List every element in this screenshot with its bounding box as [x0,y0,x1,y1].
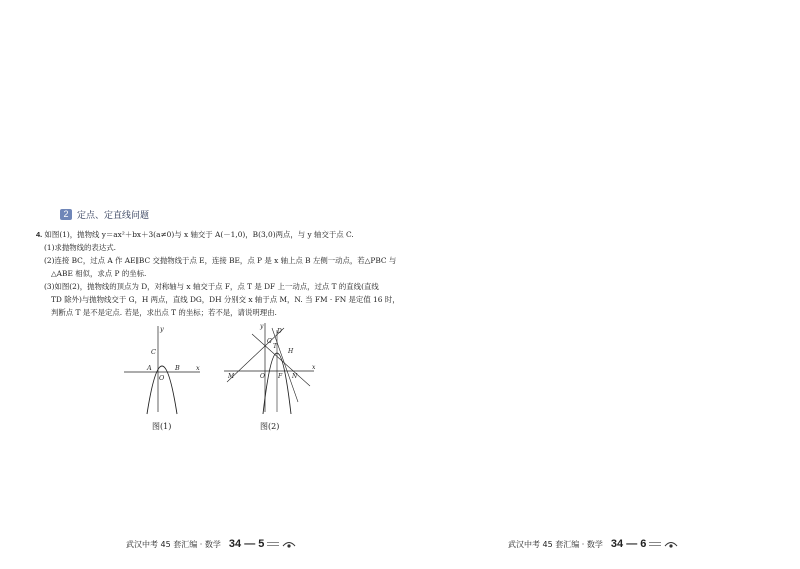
fig2-label-n: N [292,373,298,380]
fig2-label-g: G [267,338,272,345]
problem-part-3-line-3: 判断点 T 是不是定点. 若是，求出点 T 的坐标；若不是，请说明理由. [51,308,277,317]
fig1-label-x: x [196,364,200,372]
fig2-label-f: F [278,373,283,380]
footer-left [126,538,296,550]
problem-stem [36,228,371,241]
problem-stem-text: 如图(1)，抛物线 y＝ax²＋bx＋3(a≠0)与 x 轴交于 A(－1,0)，B(3,0)两点，与 y 轴交于点 C. [44,230,354,239]
figure-2-diagram [222,320,317,415]
fig2-label-m: M [228,373,235,380]
fig2-label-t: T [273,343,278,350]
figure-2-caption: 图(2) [260,422,280,431]
footer-left-small-print-mark [267,541,279,547]
footer-right [508,538,678,550]
footer-right-page-number: 34 — 6 [610,538,647,550]
problem-part-3-line-2: TD 除外)与抛物线交于 G，H 两点，直线 DG，DH 分别交 x 轴于点 M，N. 当 FM · FN 是定值 16 时， [51,295,400,304]
figure-1-caption: 图(1) [152,422,172,431]
footer-right-publisher-logo-icon [664,540,678,549]
fig1-label-a: A [147,364,152,372]
fig2-label-h: H [288,348,294,355]
problem-number: 4. [36,230,43,239]
section-title: 定点、定直线问题 [77,211,150,221]
problem-part-3-line-1: (3)如图(2)，抛物线的顶点为 D，对称轴与 x 轴交于点 F，点 T 是 DF 上一动点，过点 T 的直线(直线 [44,282,379,291]
problem-part-2-line-1: (2)连接 BC，过点 A 作 AE∥BC 交抛物线于点 E，连接 BE，点 P 是 x 轴上点 B 左侧一动点，若△PBC 与 [44,256,397,265]
fig2-label-y: y [260,323,264,330]
footer-left-book-title: 武汉中考 45 套汇编 · 数学 [126,539,221,549]
section-header [60,208,149,221]
fig2-label-x: x [312,364,316,371]
problem-part-1: (1)求抛物线的表达式. [44,243,116,252]
fig1-label-c: C [151,348,156,356]
fig2-label-d: D [277,328,282,335]
footer-left-page-number: 34 — 5 [228,538,265,550]
footer-left-publisher-logo-icon [282,540,296,549]
fig1-label-y: y [160,325,164,333]
fig1-label-b: B [175,364,180,372]
figure-1-diagram [120,320,205,415]
fig2-line-dn [272,328,298,402]
problem-4 [36,228,400,319]
fig2-label-o: O [260,373,265,380]
problem-part-2-line-2: △ABE 相似，求点 P 的坐标. [51,269,147,278]
footer-right-small-print-mark [649,541,661,547]
section-number-badge: 2 [60,209,72,220]
footer-right-book-title: 武汉中考 45 套汇编 · 数学 [508,539,603,549]
fig1-label-o: O [159,374,165,382]
